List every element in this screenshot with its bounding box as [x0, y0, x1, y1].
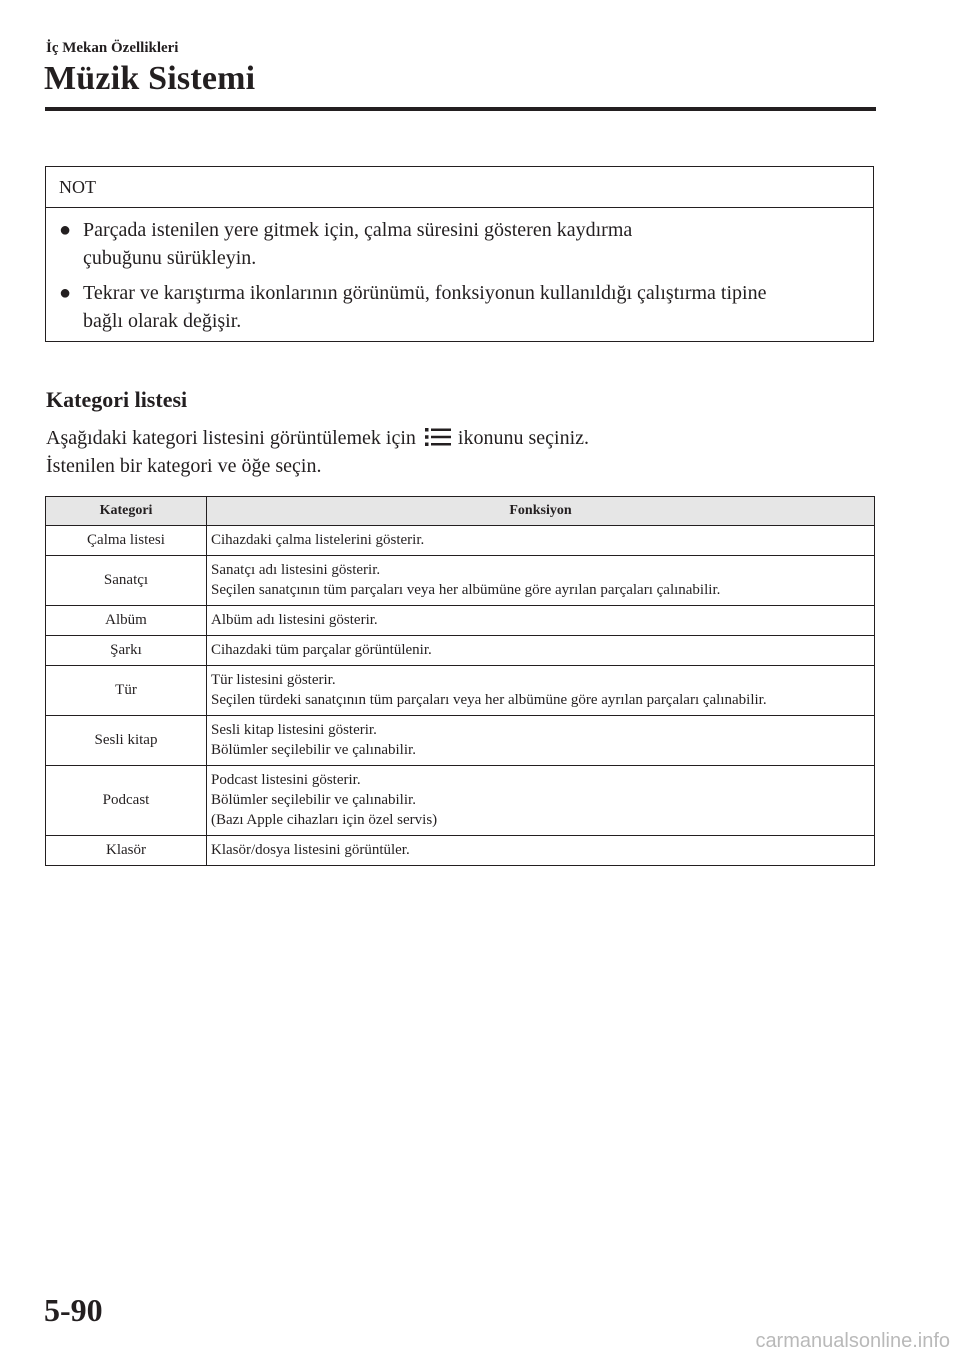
function-line: Sanatçı adı listesini gösterir. [211, 562, 381, 578]
note-item-line: çubuğunu sürükleyin. [83, 247, 257, 269]
note-item-line: Parçada istenilen yere gitmek için, çalma süresini gösteren kaydırma [83, 219, 633, 241]
note-item [46, 216, 873, 272]
function-line: (Bazı Apple cihazları için özel servis) [211, 812, 438, 828]
function-line: Tür listesini gösterir. [211, 672, 336, 688]
page-title: Müzik Sistemi [44, 60, 256, 97]
note-heading: NOT [46, 167, 873, 208]
note-item-line: bağlı olarak değişir. [83, 310, 242, 332]
category-cell: Sanatçı [46, 556, 207, 606]
category-table [45, 496, 875, 866]
function-cell [207, 636, 875, 666]
intro-text [46, 424, 876, 480]
table-row [46, 836, 875, 866]
function-cell [207, 606, 875, 636]
category-cell: Şarkı [46, 636, 207, 666]
bullet-icon: ● [59, 219, 72, 241]
function-cell [207, 666, 875, 716]
function-line: Bölümler seçilebilir ve çalınabilir. [211, 742, 416, 758]
category-cell: Tür [46, 666, 207, 716]
intro-before-icon: Aşağıdaki kategori listesini görüntülemek için [46, 427, 416, 449]
category-cell: Çalma listesi [46, 526, 207, 556]
category-cell: Podcast [46, 766, 207, 836]
function-line: Cihazdaki çalma listelerini gösterir. [211, 532, 425, 548]
watermark-link[interactable]: carmanualsonline.info [755, 1330, 950, 1352]
table-row [46, 636, 875, 666]
note-item-line: Tekrar ve karıştırma ikonlarının görünümü, fonksiyonun kullanıldığı çalıştırma tipine [83, 282, 767, 304]
intro-line-2: İstenilen bir kategori ve öğe seçin. [46, 455, 322, 477]
table-row [46, 666, 875, 716]
function-line: Klasör/dosya listesini görüntüler. [211, 842, 410, 858]
section-label: İç Mekan Özellikleri [46, 40, 179, 56]
table-row [46, 556, 875, 606]
note-list [46, 208, 873, 335]
bullet-icon: ● [59, 282, 72, 304]
function-line: Cihazdaki tüm parçalar görüntülenir. [211, 642, 432, 658]
function-cell [207, 766, 875, 836]
title-rule [45, 107, 876, 111]
table-row [46, 766, 875, 836]
category-cell: Sesli kitap [46, 716, 207, 766]
category-cell: Klasör [46, 836, 207, 866]
page-number: 5-90 [44, 1292, 103, 1328]
intro-after-icon: ikonunu seçiniz. [457, 427, 590, 449]
function-line: Podcast listesini gösterir. [211, 772, 361, 788]
function-cell [207, 836, 875, 866]
function-line: Albüm adı listesini gösterir. [211, 612, 378, 628]
list-icon [424, 426, 452, 448]
table-row [46, 526, 875, 556]
table-row [46, 716, 875, 766]
function-line: Bölümler seçilebilir ve çalınabilir. [211, 792, 416, 808]
function-cell [207, 556, 875, 606]
function-line: Seçilen sanatçının tüm parçaları veya her albümüne göre ayrılan parçaları çalınabilir. [211, 582, 721, 598]
note-item [46, 279, 873, 335]
function-line: Sesli kitap listesini gösterir. [211, 722, 377, 738]
function-cell [207, 526, 875, 556]
function-line: Seçilen türdeki sanatçının tüm parçaları veya her albümüne göre ayrılan parçaları çalınabilir. [211, 692, 767, 708]
column-header-category: Kategori [46, 497, 207, 526]
section-heading: Kategori listesi [46, 387, 188, 412]
table-row [46, 606, 875, 636]
category-cell: Albüm [46, 606, 207, 636]
intro-line-1 [46, 424, 876, 452]
function-cell [207, 716, 875, 766]
table-header-row [46, 497, 875, 526]
note-box [45, 166, 874, 342]
column-header-function: Fonksiyon [207, 497, 875, 526]
